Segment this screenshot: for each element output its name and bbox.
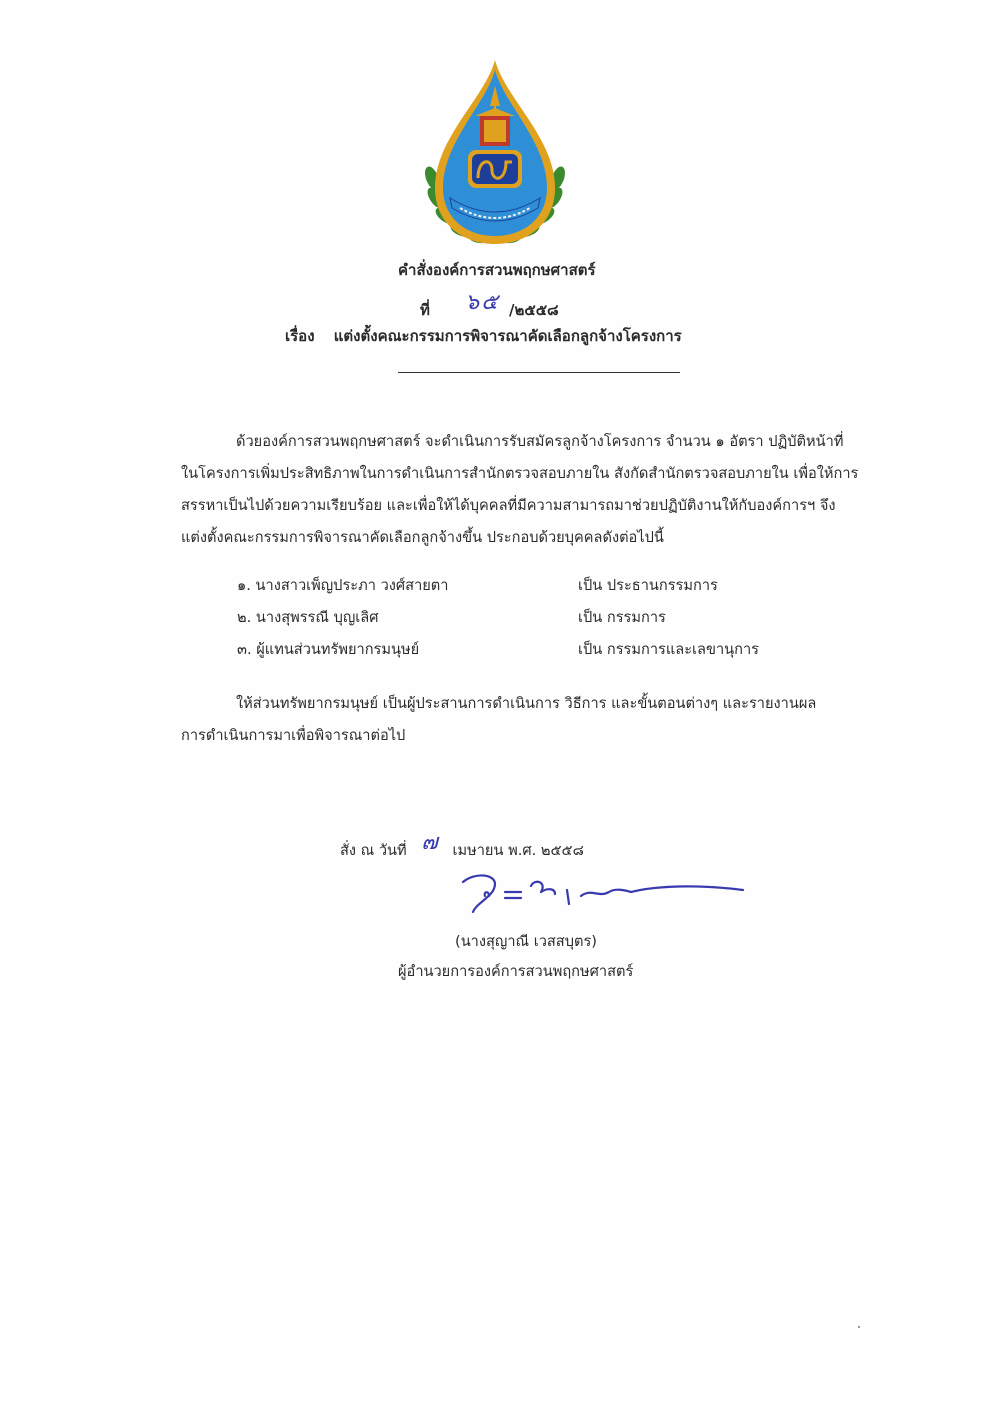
signer-title: ผู้อำนวยการองค์การสวนพฤกษศาสตร์	[398, 963, 634, 980]
paragraph-line: แต่งตั้งคณะกรรมการพิจารณาคัดเลือกลูกจ้างขึ้น ประกอบด้วยบุคคลดังต่อไปนี้	[181, 529, 664, 546]
member-role: เป็น กรรมการ	[578, 609, 666, 626]
subject-label: เรื่อง	[285, 327, 315, 345]
paragraph-line: ด้วยองค์การสวนพฤกษศาสตร์ จะดำเนินการรับสมัครลูกจ้างโครงการ จำนวน ๑ อัตรา ปฏิบัติหน้าที่	[236, 433, 844, 450]
subject-text: แต่งตั้งคณะกรรมการพิจารณาคัดเลือกลูกจ้างโครงการ	[333, 327, 682, 345]
signer-name: (นางสุญาณี เวสสบุตร)	[455, 933, 597, 950]
order-day-handwritten: ๗	[421, 830, 438, 855]
intro-paragraph	[181, 426, 858, 554]
order-date	[340, 830, 584, 865]
paper-speck	[858, 1326, 860, 1328]
member-name: ๑. นางสาวเพ็ญประภา วงศ์สายตา	[237, 577, 449, 594]
member-role: เป็น ประธานกรรมการ	[578, 577, 718, 594]
paragraph-line: ในโครงการเพิ่มประสิทธิภาพในการดำเนินการสำนักตรวจสอบภายใน สังกัดสำนักตรวจสอบภายใน เพื่อให้การ	[181, 465, 859, 482]
paragraph-line: สรรหาเป็นไปด้วยความเรียบร้อย และเพื่อให้ได้บุคคลที่มีความสามารถมาช่วยปฏิบัติงานให้กับองค์การฯ จึง	[181, 497, 836, 514]
order-number	[420, 290, 559, 325]
header-divider	[398, 372, 680, 373]
order-date-rest: เมษายน พ.ศ. ๒๕๕๘	[452, 842, 584, 859]
paragraph-line: ให้ส่วนทรัพยากรมนุษย์ เป็นผู้ประสานการดำเนินการ วิธีการ และขั้นตอนต่างๆ และรายงานผล	[236, 695, 817, 712]
member-name: ๓. ผู้แทนส่วนทรัพยากรมนุษย์	[237, 641, 420, 658]
handwritten-signature-icon	[455, 868, 755, 918]
member-role: เป็น กรรมการและเลขานุการ	[578, 641, 760, 658]
order-number-handwritten: ๖๕	[465, 290, 500, 315]
botanical-garden-emblem-icon	[420, 58, 570, 248]
order-title: คำสั่งองค์การสวนพฤกษศาสตร์	[398, 261, 596, 279]
subject-line	[285, 324, 682, 348]
assignment-paragraph	[181, 688, 816, 752]
order-number-label: ที่	[420, 301, 430, 319]
member-name: ๒. นางสุพรรณี บุญเลิศ	[237, 609, 379, 626]
order-number-year: /๒๕๕๘	[508, 301, 559, 319]
order-date-prefix: สั่ง ณ วันที่	[340, 842, 407, 859]
paragraph-line: การดำเนินการมาเพื่อพิจารณาต่อไป	[181, 727, 406, 744]
